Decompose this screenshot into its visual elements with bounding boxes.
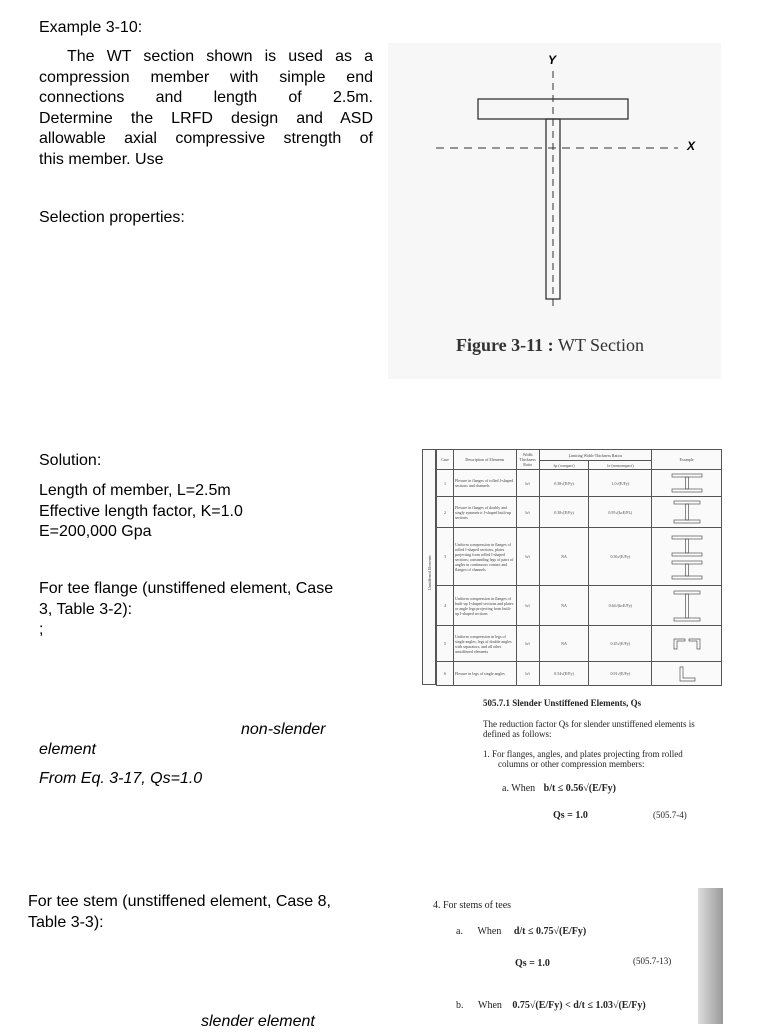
rolled-ishape-example-icon (667, 533, 707, 581)
selection-properties-label: Selection properties: (39, 209, 185, 226)
flange-heading-line: For tee flange (unstiffened element, Case (39, 580, 334, 597)
cell-case: 2 (437, 497, 454, 528)
spec-505-case-a-label: a. When (502, 783, 536, 794)
stem-heading-line: For tee stem (unstiffened element, Case 8, (28, 893, 331, 910)
solution-givens (39, 481, 243, 543)
limiting-ratio-table (436, 449, 722, 686)
header-example: Example (652, 450, 722, 470)
cell-desc: Flexure in legs of single angles (453, 662, 516, 686)
cell-desc: Flexure in flanges of doubly and singly symmetric I-shaped built-up sections (453, 497, 516, 528)
header-limits: Limiting Width-Thickness Ratios (539, 450, 652, 461)
spec-stems-case-a-label: a. (456, 926, 463, 937)
problem-line: The WT section shown is used as a (67, 48, 373, 65)
qs-result: From Eq. 3-17, Qs=1.0 (39, 770, 203, 787)
table-row (437, 470, 722, 497)
flange-semicolon: ; (39, 621, 44, 638)
table-row (437, 497, 722, 528)
spec-stems-case-b-expr: 0.75√(E/Fy) < d/t ≤ 1.03√(E/Fy) (512, 1000, 646, 1011)
y-axis-label: Y (548, 53, 557, 67)
spec-stems-item4: 4. For stems of tees (433, 900, 512, 911)
header-case: Case (437, 450, 454, 470)
cell-example (652, 626, 722, 662)
stem-heading (28, 892, 331, 933)
cell-lr: 0.91√(E/Fy) (589, 662, 652, 686)
spec-stems-case-b-when: When (478, 1000, 502, 1011)
spec-stems-scan (423, 888, 723, 1024)
figure-caption-text: WT Section (557, 335, 644, 355)
cell-case: 3 (437, 528, 454, 586)
table-row (437, 626, 722, 662)
slender-element-label: slender element (201, 1013, 315, 1030)
builtup-example-icon (668, 499, 706, 525)
spec-stems-case-a-when: When (477, 926, 502, 937)
spec-505-scan (483, 698, 723, 822)
header-lambda-r: λr (noncompact) (589, 461, 652, 470)
cell-ratio: b/t (516, 528, 539, 586)
spec-stems-qs-eq: Qs = 1.0 (515, 958, 550, 969)
x-axis-label: X (687, 139, 696, 153)
cell-ratio: b/t (516, 586, 539, 626)
spec-505-item1-line: columns or other compression members: (498, 759, 645, 769)
cell-desc: Uniform compression in flanges of built-up I-shaped sections and plates or angle legs projecting from built-up I-shaped sections (453, 586, 516, 626)
cell-lr: 0.56√(E/Fy) (589, 528, 652, 586)
cell-example (652, 662, 722, 686)
wt-section-drawing (388, 43, 721, 379)
spec-505-eq-num: (505.7-4) (653, 810, 687, 820)
cell-example (652, 528, 722, 586)
ishape-example-icon (668, 472, 706, 494)
given-line: Effective length factor, K=1.0 (39, 502, 243, 520)
spec-stems-case-b-label: b. (456, 1000, 464, 1011)
cell-case: 1 (437, 470, 454, 497)
cell-example (652, 586, 722, 626)
cell-ratio: b/t (516, 662, 539, 686)
table-3-2-scan (422, 449, 722, 685)
cell-ratio: b/t (516, 470, 539, 497)
spec-stems-case-a (456, 926, 586, 937)
table-row (437, 662, 722, 686)
spec-505-case-a (483, 783, 723, 794)
spec-505-intro-line: defined as follows: (483, 729, 552, 739)
table-row (437, 586, 722, 626)
spec-505-qs-eq: Qs = 1.0 (553, 810, 588, 821)
cell-lp: NA (539, 586, 589, 626)
cell-ratio: b/t (516, 626, 539, 662)
spec-stems-case-a-expr: d/t ≤ 0.75√(E/Fy) (513, 926, 587, 937)
cell-lp: NA (539, 528, 589, 586)
stem-heading-line: Table 3-3): (28, 913, 104, 931)
cell-case: 4 (437, 586, 454, 626)
cell-desc: Uniform compression in legs of single angles, legs of double angles with separators, and all other unstiffened elements (453, 626, 516, 662)
cell-desc: Flexure in flanges of rolled I-shaped sections and channels (453, 470, 516, 497)
flange-heading (39, 579, 333, 641)
spec-505-item1 (483, 749, 723, 769)
cell-lp: NA (539, 626, 589, 662)
spec-stems-eq-num: (505.7-13) (633, 956, 672, 966)
cell-case: 5 (437, 626, 454, 662)
given-line: Length of member, L=2.5m (39, 482, 231, 499)
problem-line: compression member with simple end (39, 68, 373, 86)
given-line: E=200,000 Gpa (39, 523, 152, 540)
solution-heading: Solution: (39, 452, 102, 469)
cell-lp: 0.54√(E/Fy) (539, 662, 589, 686)
cell-desc: Uniform compression in flanges of rolled I-shaped sections, plates projecting from rolled I-shaped sections; outstanding legs of pairs of angles in continuous contact and flanges of channels (453, 528, 516, 586)
cell-ratio: b/t (516, 497, 539, 528)
spec-505-intro (483, 719, 723, 739)
table-row (437, 528, 722, 586)
header-description: Description of Elements (453, 450, 516, 470)
problem-line: connections and length of 2.5m. (39, 89, 373, 106)
cell-lr: 1.0√(E/Fy) (589, 470, 652, 497)
side-label: Unstiffened Elements (427, 555, 432, 590)
cell-lp: 0.38√(E/Fy) (539, 497, 589, 528)
problem-line: this member. Use (39, 150, 164, 168)
cell-example (652, 470, 722, 497)
figure-number: Figure 3-11 : (456, 335, 554, 355)
cell-lr: 0.45√(E/Fy) (589, 626, 652, 662)
cell-lr: 0.64√(kcE/Fy) (589, 586, 652, 626)
side-label-cell (422, 449, 436, 685)
double-angle-example-icon (668, 636, 706, 652)
cell-lp: 0.38√(E/Fy) (539, 470, 589, 497)
cell-example (652, 497, 722, 528)
non-slender-label: non-slender (241, 721, 326, 738)
spec-505-item1-line: 1. For flanges, angles, and plates projecting from rolled (483, 749, 683, 759)
scan-edge-shadow (698, 888, 723, 1024)
spec-505-title: 505.7.1 Slender Unstiffened Elements, Qs (483, 698, 642, 708)
wt-section-figure (388, 43, 721, 379)
spec-stems-case-b (456, 1000, 646, 1011)
figure-caption (456, 335, 644, 356)
spec-505-intro-line: The reduction factor Qs for slender unstiffened elements is (483, 719, 695, 729)
problem-line: Determine the LRFD design and ASD (39, 109, 373, 127)
problem-statement (39, 47, 373, 170)
header-lambda-p: λp (compact) (539, 461, 589, 470)
spec-505-case-a-expr: b/t ≤ 0.56√(E/Fy) (543, 783, 617, 794)
element-label: element (39, 741, 96, 758)
header-ratio: Width Thickness Ratio (516, 450, 539, 470)
flange-heading-line: 3, Table 3-2): (39, 600, 133, 618)
example-title: Example 3-10: (39, 19, 143, 36)
cell-case: 6 (437, 662, 454, 686)
spec-505-qs-row (483, 810, 723, 822)
cell-lr: 0.95√(kcE/FL) (589, 497, 652, 528)
problem-line: allowable axial compressive strength of (39, 130, 373, 147)
builtup-flange-example-icon (668, 589, 706, 623)
single-angle-example-icon (668, 665, 706, 683)
